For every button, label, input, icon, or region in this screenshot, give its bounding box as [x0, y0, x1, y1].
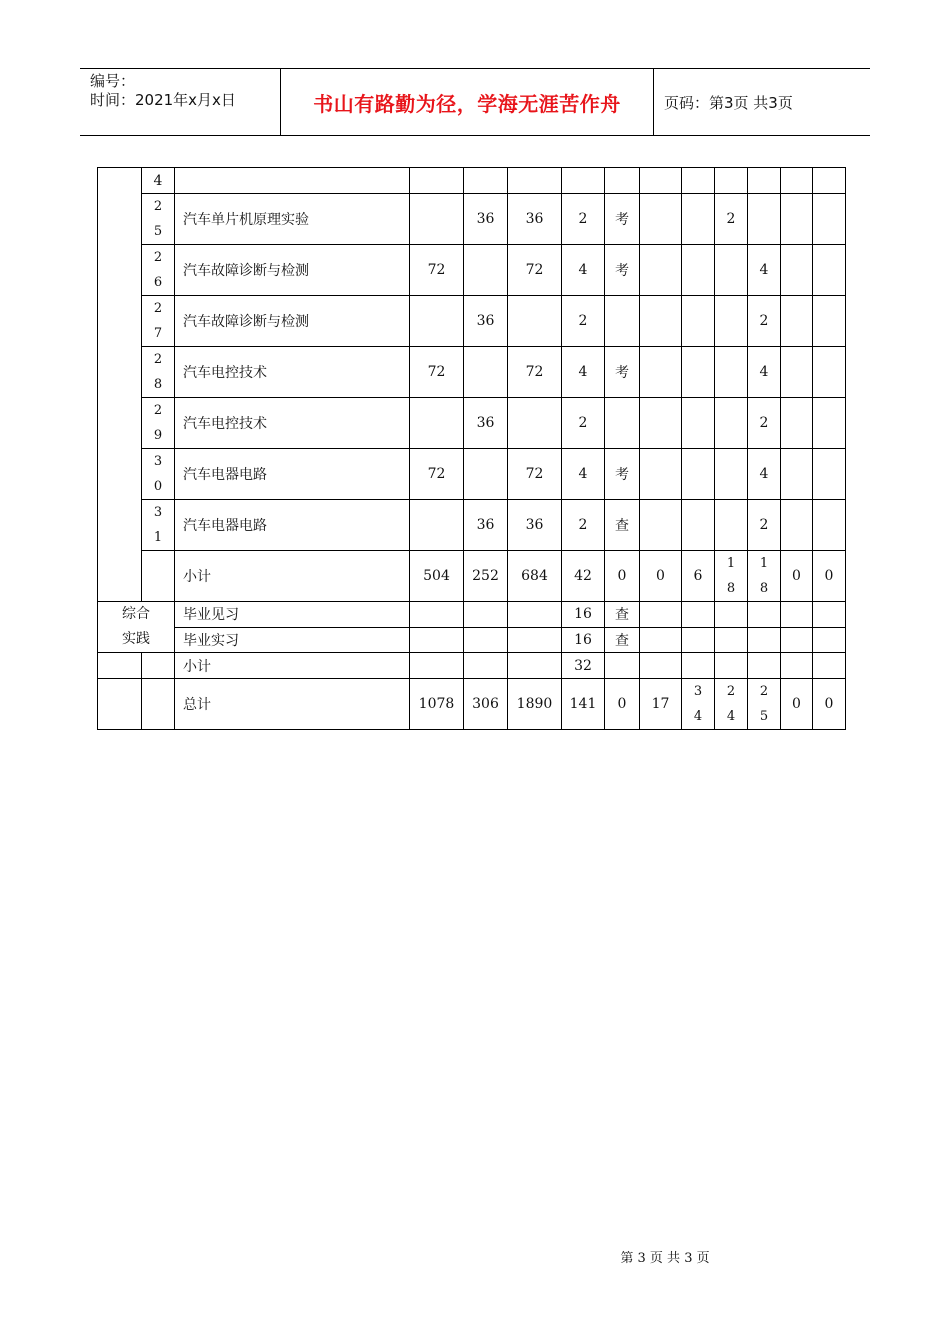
value-cell [410, 627, 464, 653]
value-cell [508, 168, 562, 194]
value-cell: 4 [748, 347, 781, 398]
value-cell-digit: 1 [726, 556, 736, 571]
value-cell [682, 168, 715, 194]
value-cell [640, 194, 682, 245]
row-index-digit: 6 [153, 275, 163, 290]
value-cell [640, 602, 682, 628]
value-cell: 2 [748, 500, 781, 551]
row-index-digit: 3 [153, 454, 163, 469]
value-cell: 查 [605, 602, 640, 628]
empty-cell [98, 679, 142, 730]
table-row [98, 296, 846, 347]
value-cell: 2 [562, 296, 605, 347]
value-cell [464, 245, 508, 296]
value-cell: 16 [562, 602, 605, 628]
row-index-digit: 0 [153, 479, 163, 494]
value-cell [715, 168, 748, 194]
value-cell: 141 [562, 679, 605, 730]
value-cell [715, 627, 748, 653]
row-index-digit: 2 [153, 250, 163, 265]
table-row [98, 398, 846, 449]
value-cell: 36 [464, 194, 508, 245]
value-cell [640, 627, 682, 653]
value-cell-digit: 3 [693, 684, 703, 699]
value-cell [715, 602, 748, 628]
value-cell: 2 [562, 398, 605, 449]
value-cell [715, 500, 748, 551]
row-index-digit: 1 [153, 530, 163, 545]
value-cell [640, 500, 682, 551]
table-row [98, 245, 846, 296]
value-cell: 1890 [508, 679, 562, 730]
row-index [142, 449, 175, 500]
value-cell: 4 [562, 449, 605, 500]
value-cell [813, 627, 846, 653]
value-cell: 72 [508, 449, 562, 500]
course-plan-table [97, 167, 846, 730]
value-cell: 32 [562, 653, 605, 679]
value-cell: 4 [562, 347, 605, 398]
value-cell [464, 627, 508, 653]
value-cell [715, 551, 748, 602]
row-index-digit: 9 [153, 428, 163, 443]
row-index [142, 296, 175, 347]
value-cell [781, 627, 813, 653]
row-index-digit: 3 [153, 505, 163, 520]
value-cell [781, 347, 813, 398]
value-cell-digit: 8 [759, 581, 769, 596]
document-time-label: 时间：2021年x月x日 [90, 91, 236, 109]
course-name [175, 168, 410, 194]
category-label: 综合 [122, 606, 150, 622]
value-cell: 4 [748, 245, 781, 296]
value-cell [781, 194, 813, 245]
value-cell: 0 [813, 679, 846, 730]
course-name: 汽车电控技术 [175, 347, 410, 398]
value-cell [748, 194, 781, 245]
value-cell [813, 245, 846, 296]
value-cell [562, 168, 605, 194]
value-cell [410, 296, 464, 347]
value-cell: 42 [562, 551, 605, 602]
row-index [142, 194, 175, 245]
value-cell: 684 [508, 551, 562, 602]
header-meta [80, 69, 281, 135]
page-header [80, 68, 870, 136]
table-row [98, 347, 846, 398]
value-cell: 0 [813, 551, 846, 602]
value-cell: 36 [508, 500, 562, 551]
document-number-label: 编号： [90, 72, 136, 90]
header-motto: 书山有路勤为径，学海无涯苦作舟 [281, 69, 654, 135]
row-index-digit: 7 [153, 326, 163, 341]
value-cell [813, 653, 846, 679]
value-cell [682, 347, 715, 398]
category-cell [98, 602, 175, 653]
row-index [142, 500, 175, 551]
value-cell [813, 347, 846, 398]
value-cell [464, 168, 508, 194]
value-cell [682, 602, 715, 628]
value-cell: 4 [562, 245, 605, 296]
value-cell [682, 500, 715, 551]
value-cell [813, 602, 846, 628]
value-cell [682, 296, 715, 347]
value-cell: 36 [464, 398, 508, 449]
value-cell [813, 398, 846, 449]
value-cell: 2 [748, 398, 781, 449]
value-cell: 16 [562, 627, 605, 653]
total-row [98, 679, 846, 730]
value-cell [640, 398, 682, 449]
value-cell [715, 398, 748, 449]
course-name: 小计 [175, 551, 410, 602]
value-cell-digit: 2 [759, 684, 769, 699]
value-cell: 考 [605, 245, 640, 296]
value-cell: 1078 [410, 679, 464, 730]
value-cell [813, 168, 846, 194]
value-cell: 72 [410, 245, 464, 296]
value-cell [781, 168, 813, 194]
table-row [98, 194, 846, 245]
value-cell: 0 [605, 551, 640, 602]
value-cell [715, 679, 748, 730]
value-cell [410, 168, 464, 194]
value-cell: 0 [640, 551, 682, 602]
value-cell: 504 [410, 551, 464, 602]
value-cell [464, 449, 508, 500]
value-cell: 17 [640, 679, 682, 730]
value-cell [605, 296, 640, 347]
value-cell: 2 [715, 194, 748, 245]
value-cell: 考 [605, 449, 640, 500]
value-cell [605, 653, 640, 679]
value-cell: 2 [748, 296, 781, 347]
empty-cell [142, 653, 175, 679]
value-cell: 72 [410, 347, 464, 398]
value-cell [640, 245, 682, 296]
table-row [98, 627, 846, 653]
subtotal-row [98, 653, 846, 679]
table-row [98, 500, 846, 551]
value-cell [682, 449, 715, 500]
value-cell [715, 449, 748, 500]
value-cell [682, 398, 715, 449]
value-cell [682, 245, 715, 296]
subtotal-row [98, 551, 846, 602]
value-cell [410, 500, 464, 551]
value-cell-digit: 4 [726, 709, 736, 724]
value-cell: 查 [605, 500, 640, 551]
value-cell [640, 449, 682, 500]
value-cell [813, 194, 846, 245]
value-cell [715, 347, 748, 398]
value-cell: 72 [508, 245, 562, 296]
value-cell: 36 [464, 500, 508, 551]
value-cell [781, 500, 813, 551]
category-label: 实践 [122, 631, 150, 647]
value-cell [715, 245, 748, 296]
value-cell: 查 [605, 627, 640, 653]
value-cell: 0 [605, 679, 640, 730]
course-name: 汽车故障诊断与检测 [175, 296, 410, 347]
value-cell [508, 296, 562, 347]
value-cell-digit: 1 [759, 556, 769, 571]
value-cell [508, 398, 562, 449]
value-cell [682, 679, 715, 730]
value-cell [508, 602, 562, 628]
value-cell [682, 194, 715, 245]
row-index [142, 398, 175, 449]
value-cell [640, 653, 682, 679]
value-cell [781, 245, 813, 296]
value-cell [813, 296, 846, 347]
value-cell-digit: 5 [759, 709, 769, 724]
value-cell [410, 398, 464, 449]
value-cell [640, 347, 682, 398]
empty-cell [98, 653, 142, 679]
table-row [98, 449, 846, 500]
value-cell [605, 398, 640, 449]
value-cell [682, 627, 715, 653]
value-cell [748, 168, 781, 194]
value-cell: 36 [464, 296, 508, 347]
value-cell [813, 500, 846, 551]
course-name: 毕业见习 [175, 602, 410, 628]
value-cell-digit: 8 [726, 581, 736, 596]
value-cell [748, 602, 781, 628]
value-cell: 2 [562, 500, 605, 551]
value-cell-digit: 4 [693, 709, 703, 724]
value-cell [781, 449, 813, 500]
empty-cell [142, 679, 175, 730]
course-name: 毕业实习 [175, 627, 410, 653]
value-cell [748, 653, 781, 679]
course-name: 小计 [175, 653, 410, 679]
page-footer: 第 3 页 共 3 页 [620, 1251, 710, 1266]
row-index-digit: 2 [153, 199, 163, 214]
category-cell [98, 168, 142, 602]
value-cell: 306 [464, 679, 508, 730]
course-name: 总计 [175, 679, 410, 730]
value-cell [748, 551, 781, 602]
row-index-digit: 2 [153, 301, 163, 316]
table-row [98, 168, 846, 194]
value-cell: 考 [605, 347, 640, 398]
value-cell [748, 627, 781, 653]
value-cell: 4 [748, 449, 781, 500]
course-name: 汽车电控技术 [175, 398, 410, 449]
value-cell: 72 [508, 347, 562, 398]
value-cell [781, 653, 813, 679]
value-cell [464, 602, 508, 628]
value-cell [715, 296, 748, 347]
value-cell: 0 [781, 551, 813, 602]
value-cell [813, 449, 846, 500]
value-cell [508, 653, 562, 679]
value-cell [748, 679, 781, 730]
value-cell [640, 296, 682, 347]
value-cell [508, 627, 562, 653]
course-name: 汽车电器电路 [175, 449, 410, 500]
row-index [142, 347, 175, 398]
row-index-digit: 8 [153, 377, 163, 392]
value-cell [464, 653, 508, 679]
table-row [98, 602, 846, 628]
value-cell: 考 [605, 194, 640, 245]
value-cell [410, 194, 464, 245]
course-name: 汽车单片机原理实验 [175, 194, 410, 245]
value-cell [410, 602, 464, 628]
row-index [142, 245, 175, 296]
value-cell: 36 [508, 194, 562, 245]
course-name: 汽车故障诊断与检测 [175, 245, 410, 296]
empty-cell [142, 551, 175, 602]
value-cell [781, 398, 813, 449]
row-index: 4 [142, 168, 175, 194]
value-cell [410, 653, 464, 679]
value-cell-digit: 2 [726, 684, 736, 699]
value-cell: 6 [682, 551, 715, 602]
header-page-code: 页码：第3页 共3页 [664, 93, 793, 112]
course-name: 汽车电器电路 [175, 500, 410, 551]
value-cell: 252 [464, 551, 508, 602]
row-index-digit: 2 [153, 403, 163, 418]
row-index-digit: 5 [153, 224, 163, 239]
value-cell [781, 602, 813, 628]
value-cell [605, 168, 640, 194]
value-cell [464, 347, 508, 398]
value-cell [682, 653, 715, 679]
value-cell [640, 168, 682, 194]
value-cell [781, 296, 813, 347]
value-cell: 0 [781, 679, 813, 730]
value-cell [715, 653, 748, 679]
value-cell: 2 [562, 194, 605, 245]
value-cell: 72 [410, 449, 464, 500]
row-index-digit: 2 [153, 352, 163, 367]
